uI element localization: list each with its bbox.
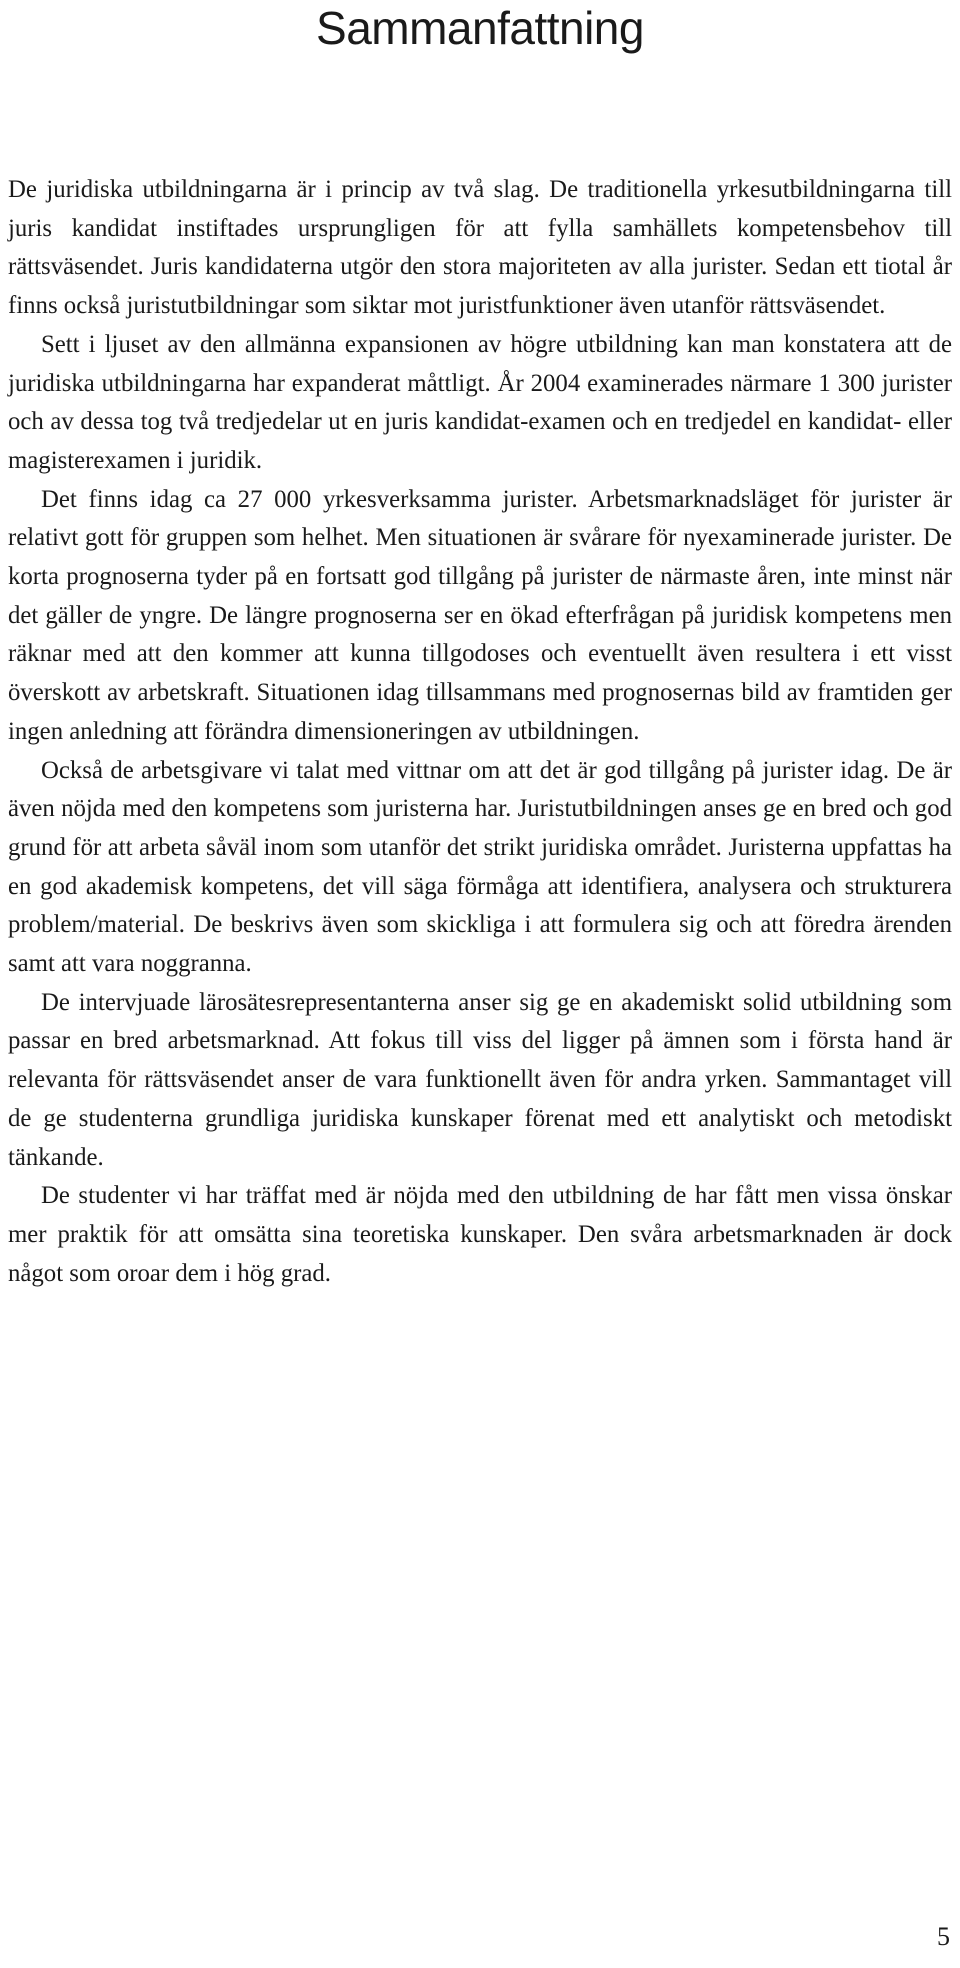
paragraph-employers: Också de arbetsgivare vi talat med vittnar om att det är god tillgång på jurister idag. De är även nöjda med den kompetens som juristerna har. Juristutbildningen anses ge en bred och god grund för att arbeta såväl inom som utanför det strikt juridiska området. Juristerna uppfattas ha en god akademisk kompetens, det vill säga förmåga att identifiera, analysera och strukturera problem/material. De beskrivs även som skickliga i att formulera sig och att föredra ärenden samt att vara noggranna. <box>8 756 952 978</box>
paragraph-students: De studenter vi har träffat med är nöjda med den utbildning de har fått men vissa önskar mer praktik för att omsätta sina teoretiska kunskaper. Den svåra arbetsmarknaden är dock något som oroar dem i hög grad. <box>8 1182 952 1287</box>
paragraph-expansion: Sett i ljuset av den allmänna expansionen av högre utbildning kan man konstatera att de juridiska utbildningarna har expanderat måttligt. År 2004 examinerades närmare 1 300 jurister och av dessa tog två tredjedelar ut en juris kandidat-examen och en tredjedel en kandidat- eller magisterexamen i juridik. <box>8 330 952 474</box>
page-number: 5 <box>937 1922 950 1951</box>
paragraph-labour-market: Det finns idag ca 27 000 yrkesverksamma jurister. Arbetsmarknadsläget för jurister är relativt gott för gruppen som helhet. Men situationen är svårare för nyexaminerade jurister. De korta prognoserna tyder på en fortsatt god tillgång på jurister de närmaste åren, inte minst när det gäller de yngre. De längre prognoserna ser en ökad efterfrågan på juridisk kompetens men räknar med att den kommer att kunna tillgodoses och eventuellt även resultera i ett visst överskott av arbetskraft. Situationen idag tillsammans med prognosernas bild av framtiden ger ingen anledning att förändra dimensioneringen av utbildningen. <box>8 485 952 745</box>
paragraph-intro: De juridiska utbildningarna är i princip av två slag. De traditionella yrkesutbildningarna till juris kandidat instiftades ursprungligen för att fylla samhällets kompetensbehov till rättsväsendet. Juris kandidaterna utgör den stora majoriteten av alla jurister. Sedan ett tiotal år finns också juristutbildningar som siktar mot juristfunktioner även utanför rättsväsendet. <box>8 176 952 320</box>
page-title: Sammanfattning <box>316 2 644 54</box>
summary-body <box>8 171 952 1293</box>
paragraph-institutions: De intervjuade lärosätesrepresentanterna anser sig ge en akademiskt solid utbildning som passar en bred arbetsmarknad. Att fokus till viss del ligger på ämnen som i första hand är relevanta för rättsväsendet anser de vara funktionellt även för andra yrken. Sammantaget vill de ge studenterna grundliga juridiska kunskaper förenat med ett analytiskt och metodiskt tänkande. <box>8 988 952 1171</box>
